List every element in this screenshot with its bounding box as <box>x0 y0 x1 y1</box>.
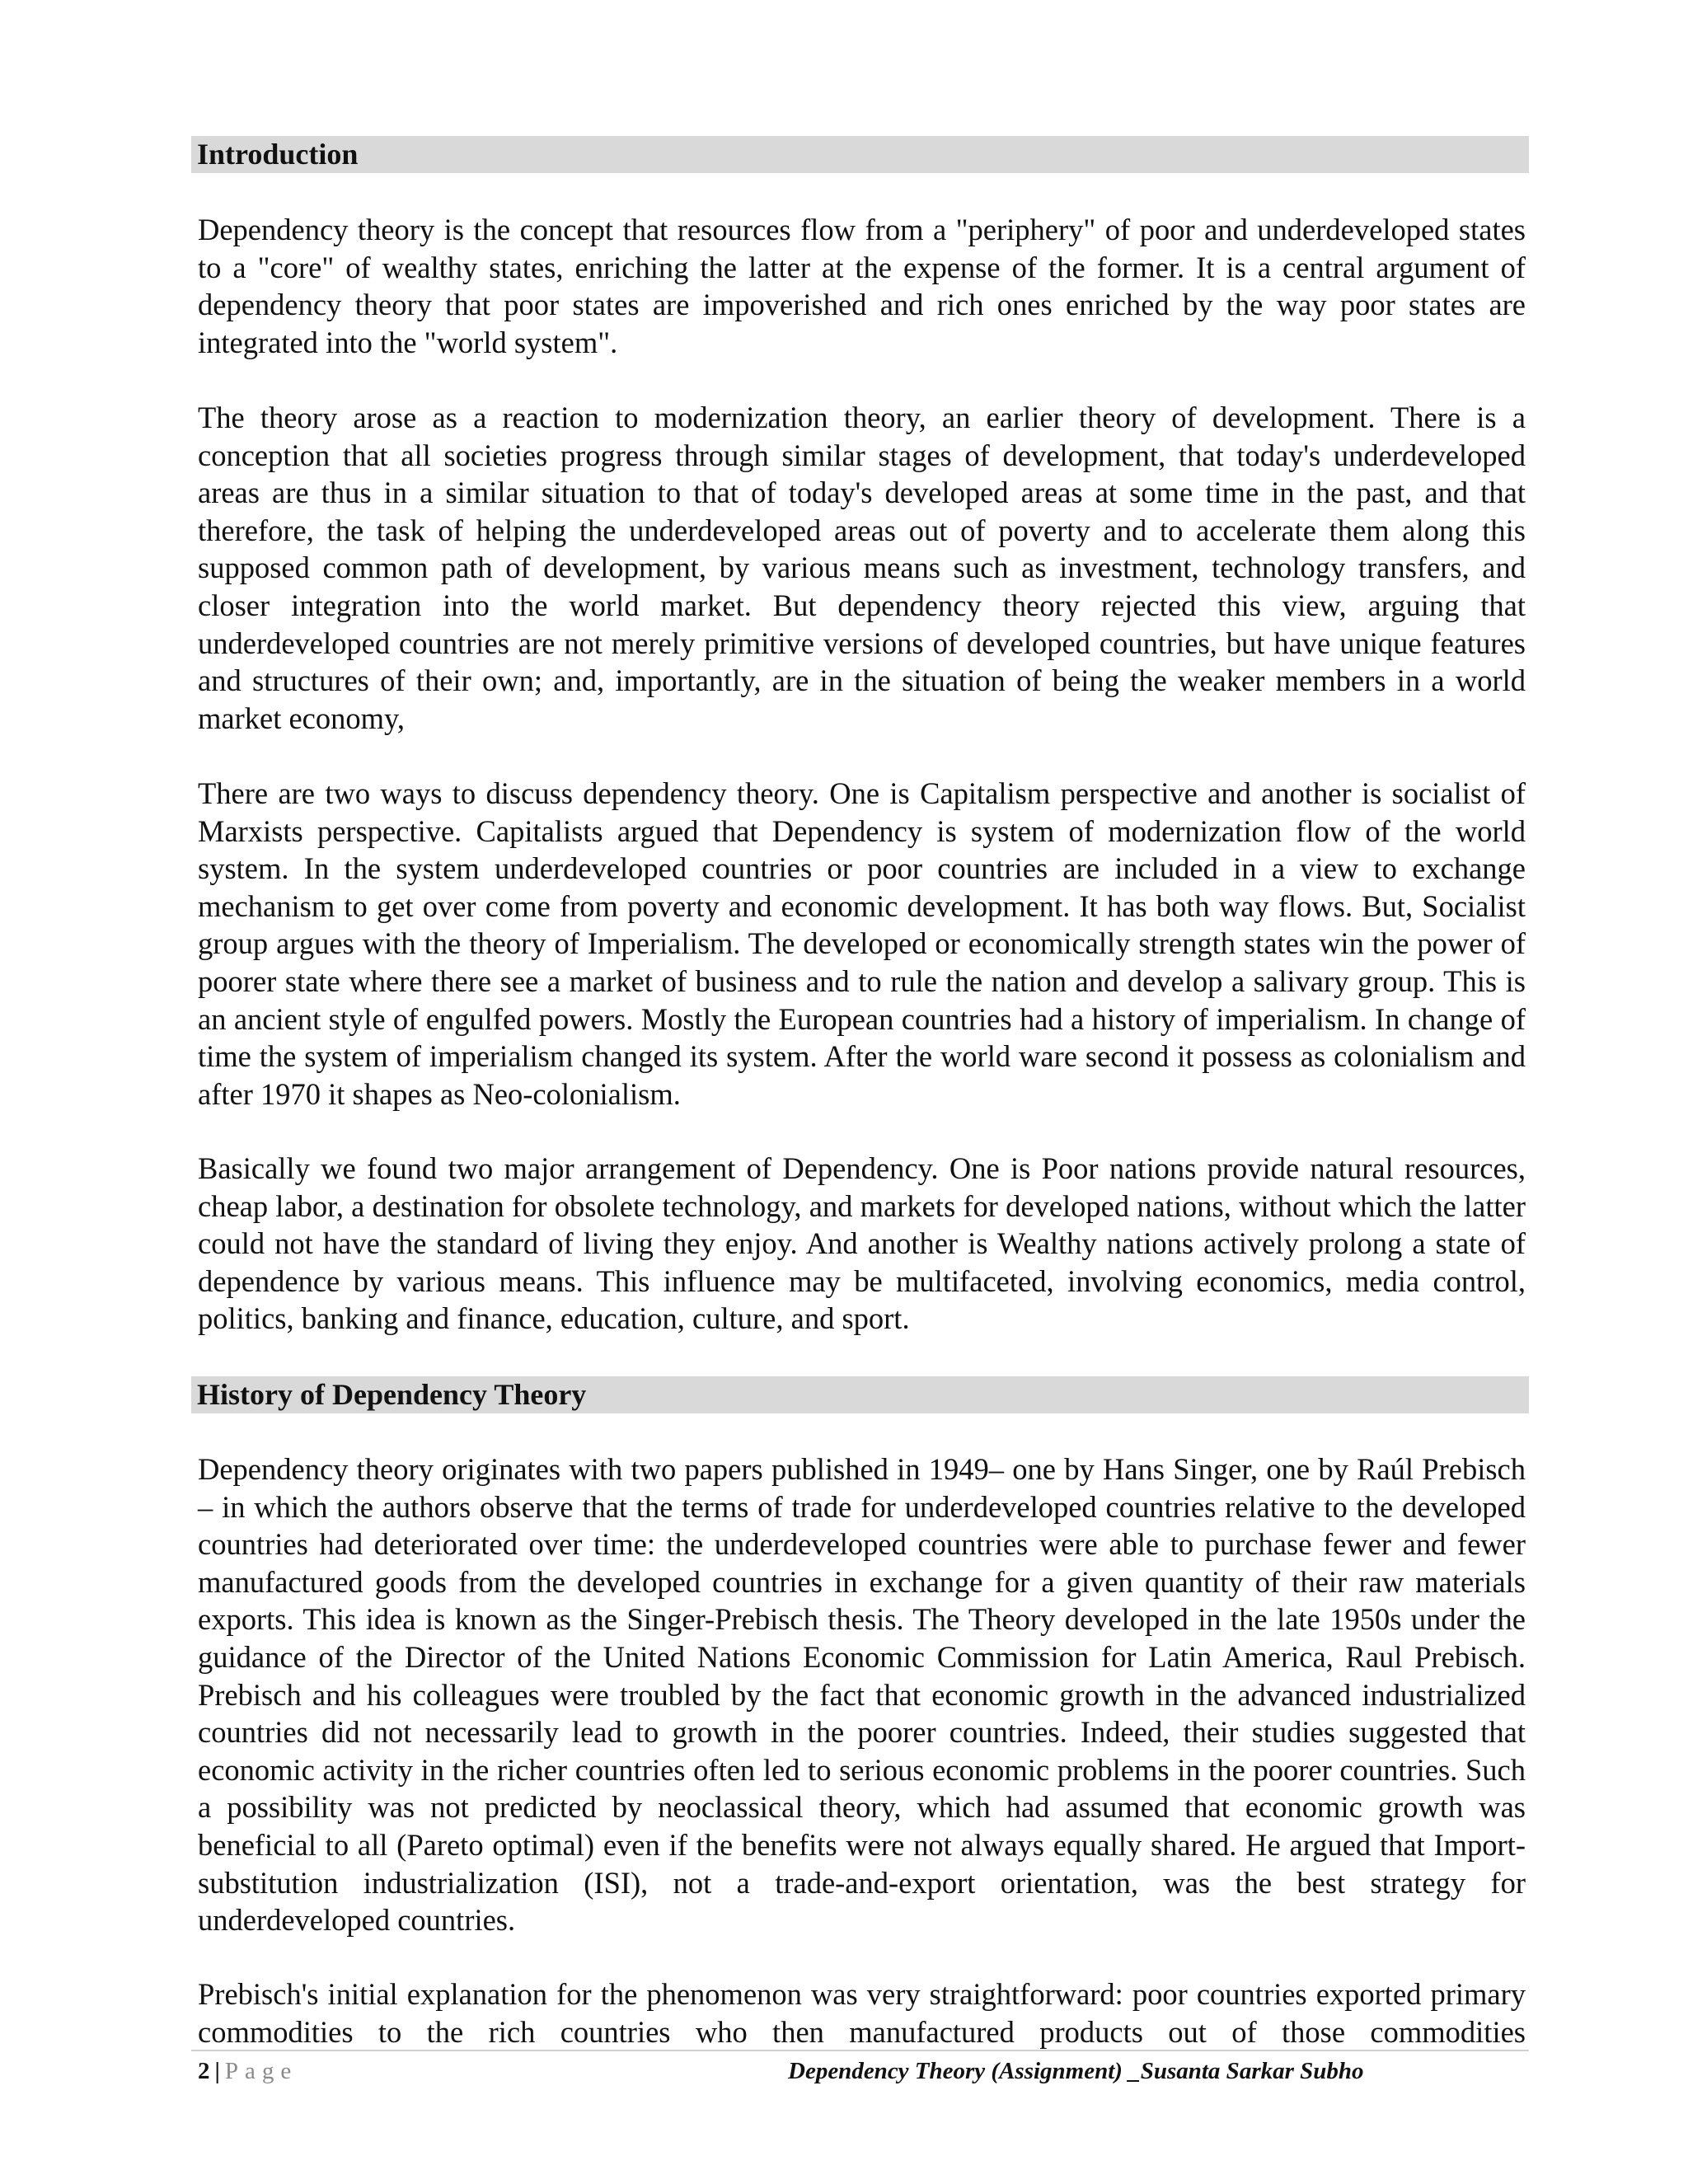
footer-document-title: Dependency Theory (Assignment) _Susanta Sarkar Subho <box>788 2058 1364 2084</box>
history-paragraph-2: Prebisch's initial explanation for the phenomenon was very straightforward: poor countries exported primary commodities to the rich countries who then manufactured products out of those commodities <box>198 1977 1526 2049</box>
intro-paragraph-3: There are two ways to discuss dependency theory. One is Capitalism perspective and another is socialist of Marxists perspective. Capitalists argued that Dependency is system of modernization flow of the world system. In the system underdeveloped countries or poor countries are included in a view to exchange mechanism to get over come from poverty and economic development. It has both way flows. But, Socialist group argues with the theory of Imperialism. The developed or economically strength states win the power of poorer state where there see a market of business and to rule the nation and develop a salivary group. This is an ancient style of engulfed powers. Mostly the European countries had a history of imperialism. In change of time the system of imperialism changed its system. After the world ware second it possess as colonialism and after 1970 it shapes as Neo-colonialism. <box>198 776 1526 1111</box>
history-paragraph-1: Dependency theory originates with two papers published in 1949– one by Hans Singer, one by Raúl Prebisch – in which the authors observe that the terms of trade for underdeveloped countries relative to the developed countries had deteriorated over time: the underdeveloped countries were able to purchase fewer and fewer manufactured goods from the developed countries in exchange for a given quantity of their raw materials exports. This idea is known as the Singer-Prebisch thesis. The Theory developed in the late 1950s under the guidance of the Director of the United Nations Economic Commission for Latin America, Raul Prebisch. Prebisch and his colleagues were troubled by the fact that economic growth in the advanced industrialized countries did not necessarily lead to growth in the poorer countries. Indeed, their studies suggested that economic activity in the richer countries often led to serious economic problems in the poorer countries. Such a possibility was not predicted by neoclassical theory, which had assumed that economic growth was beneficial to all (Pareto optimal) even if the benefits were not always equally shared. He argued that Import-substitution industrialization (ISI), not a trade-and-export orientation, was the best strategy for underdeveloped countries. <box>198 1452 1526 1938</box>
footer-separator: | <box>214 2058 220 2084</box>
intro-paragraph-1: Dependency theory is the concept that resources flow from a "periphery" of poor and underdeveloped states to a "core" of wealthy states, enriching the latter at the expense of the former. It is a central argument of dependency theory that poor states are impoverished and rich ones enriched by the way poor states are integrated into the "world system". <box>198 213 1526 359</box>
section-heading-introduction: Introduction <box>191 136 1529 173</box>
footer-page-indicator <box>198 2055 298 2088</box>
intro-paragraph-2: The theory arose as a reaction to modernization theory, an earlier theory of development. There is a conception that all societies progress through similar stages of development, that today's underdeveloped areas are thus in a similar situation to that of today's developed areas at some time in the past, and that therefore, the task of helping the underdeveloped areas out of poverty and to accelerate them along this supposed common path of development, by various means such as investment, technology transfers, and closer integration into the world market. But dependency theory rejected this view, arguing that underdeveloped countries are not merely primitive versions of developed countries, but have unique features and structures of their own; and, importantly, are in the situation of being the weaker members in a world market economy, <box>198 401 1526 735</box>
intro-paragraph-4: Basically we found two major arrangement of Dependency. One is Poor nations provide natural resources, cheap labor, a destination for obsolete technology, and markets for developed nations, without which the latter could not have the standard of living they enjoy. And another is Wealthy nations actively prolong a state of dependence by various means. This influence may be multifaceted, involving economics, media control, politics, banking and finance, education, culture, and sport. <box>198 1151 1526 1336</box>
page-number: 2 <box>198 2058 210 2084</box>
section-heading-history: History of Dependency Theory <box>191 1376 1529 1413</box>
footer-divider <box>191 2050 1529 2051</box>
page-label: Page <box>224 2058 298 2084</box>
